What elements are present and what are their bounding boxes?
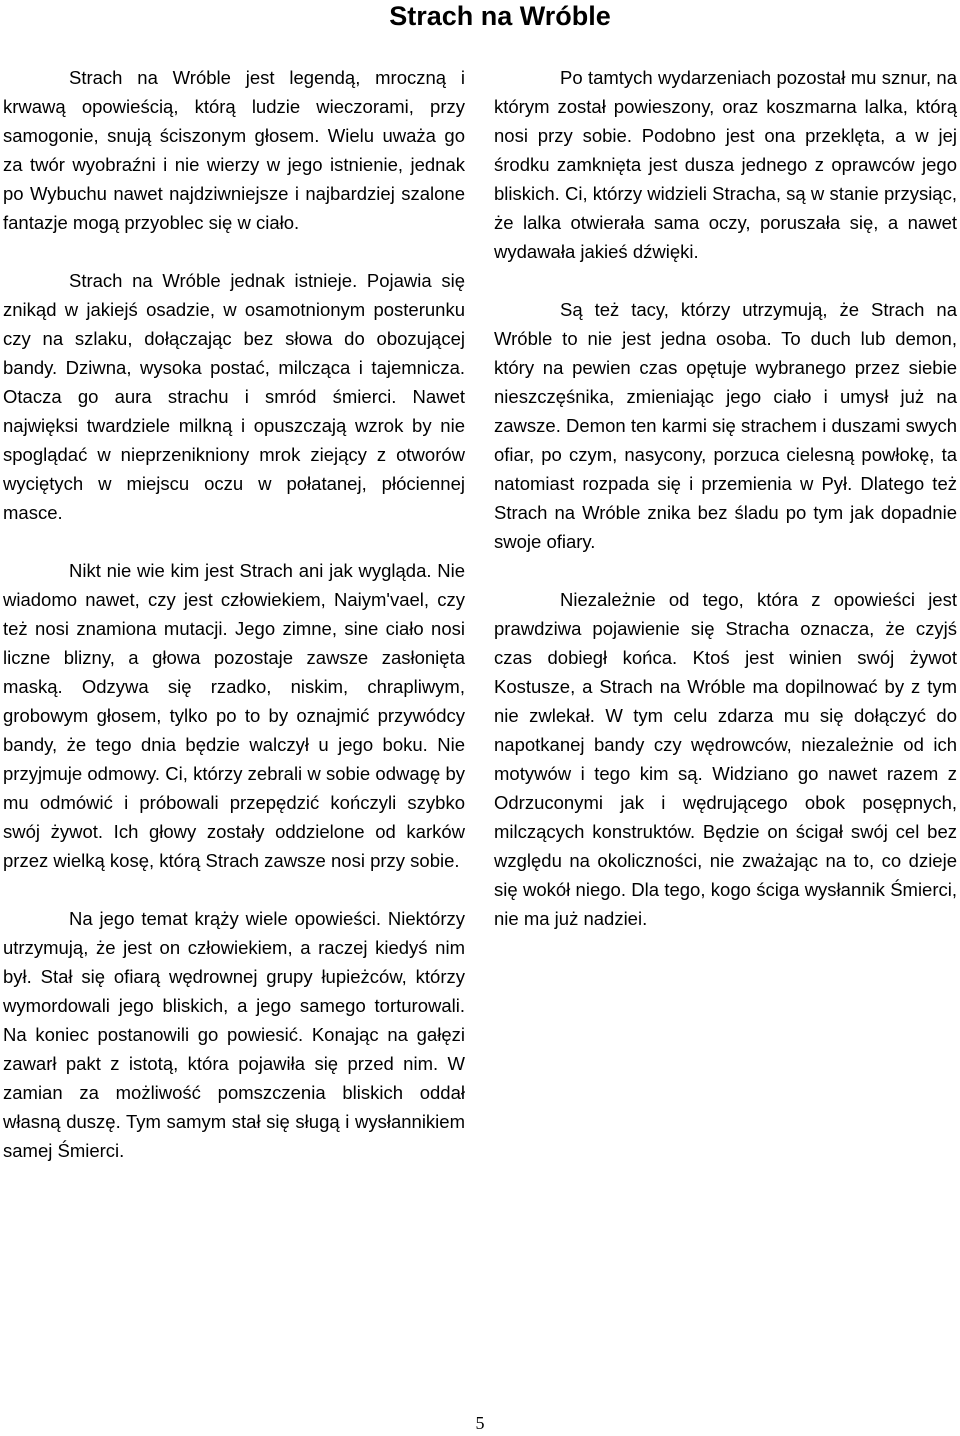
left-column [3, 63, 465, 1194]
paragraph-doll: Po tamtych wydarzeniach pozostał mu sznur, na którym został powieszony, oraz koszmarna lalka, którą nosi przy sobie. Podobno jest ona przeklęta, a w jej środku zamknięta jest dusza jednego z oprawców jego bliskich. Ci, którzy widzieli Stracha, są w stanie przysiąc, że lalka otwierała sama oczy, poruszała się, a nawet wydawała jakieś dźwięki. [494, 67, 957, 262]
paragraph-intro: Strach na Wróble jest legendą, mroczną i krwawą opowieścią, którą ludzie wieczorami, przy samogonie, snują ściszonym głosem. Wielu uważa go za twór wyobraźni i nie wierzy w jego istnienie, jednak po Wybuchu nawet najdziwniejsze i najbardziej szalone fantazje mogą przyoblec się w ciało. [3, 67, 465, 233]
paragraph-appearance: Strach na Wróble jednak istnieje. Pojawia się znikąd w jakiejś osadzie, w osamotnionym posterunku czy na szlaku, dołączając bez słowa do obozującej bandy. Dziwna, wysoka postać, milcząca i tajemnicza. Otacza go aura strachu i smród śmierci. Nawet najwięksi twardziele milkną i opuszczają wzrok by nie spoglądać w nieprzenikniony mrok ziejący z otworów wyciętych w miejscu oczu w połatanej, płóciennej masce. [3, 270, 465, 523]
paragraph-identity: Nikt nie wie kim jest Strach ani jak wygląda. Nie wiadomo nawet, czy jest człowiekiem, Naiym'vael, czy też nosi znamiona mutacji. Jego zimne, sine ciało nosi liczne blizny, a głowa pozostaje zawsze zasłonięta maską. Odzywa się rzadko, niskim, chrapliwym, grobowym głosem, tylko po to by oznajmić przywódcy bandy, że tego dnia będzie walczył u jego boku. Nie przyjmuje odmowy. Ci, którzy zebrali w sobie odwagę by mu odmówić i próbowali przepędzić kończyli szybko swój żywot. Ich głowy zostały oddzielone od karków przez wielką kosę, którą Strach zawsze nosi przy sobie. [3, 560, 465, 871]
page-title: Strach na Wróble [389, 1, 611, 31]
paragraph-omen: Niezależnie od tego, która z opowieści jest prawdziwa pojawienie się Stracha oznacza, że czyjś czas dobiegł końca. Ktoś jest winien swój żywot Kostusze, a Strach na Wróble ma dopilnować by z tym nie zwlekał. W tym celu zdarza mu się dołączyć do napotkanej bandy czy wędrowców, niezależnie od ich motywów i tego kim są. Widziano go nawet razem z Odrzuconymi jak i wędrującego obok posępnych, milczących konstruktów. Będzie on ścigał swój cel bez względu na okoliczności, nie zważając na to, co dzieje się wokół niego. Dla tego, kogo ściga wysłannik Śmierci, nie ma już nadziei. [494, 589, 957, 929]
page-number: 5 [475, 1413, 485, 1433]
right-column [494, 63, 957, 962]
paragraph-legend-pact: Na jego temat krąży wiele opowieści. Niektórzy utrzymują, że jest on człowiekiem, a raczej kiedyś nim był. Stał się ofiarą wędrownej grupy łupieżców, którzy wymordowali jego bliskich, a jego samego torturowali. Na koniec postanowili go powiesić. Konając na gałęzi zawarł pakt z istotą, która pojawiła się przed nim. W zamian za możliwość pomszczenia bliskich oddał własną duszę. Tym samym stał się sługą i wysłannikiem samej Śmierci. [3, 908, 465, 1161]
paragraph-demon: Są też tacy, którzy utrzymują, że Strach na Wróble to nie jest jedna osoba. To duch lub demon, który na pewien czas opętuje wybranego przez siebie nieszczęśnika, zmieniając jego ciało i umysł już na zawsze. Demon ten karmi się strachem i duszami swych ofiar, po czym, nasycony, porzuca cielesną powłokę, ta natomiast rozpada się i przemienia w Pył. Dlatego też Strach na Wróble znika bez śladu po tym jak dopadnie swoje ofiary. [494, 299, 957, 552]
